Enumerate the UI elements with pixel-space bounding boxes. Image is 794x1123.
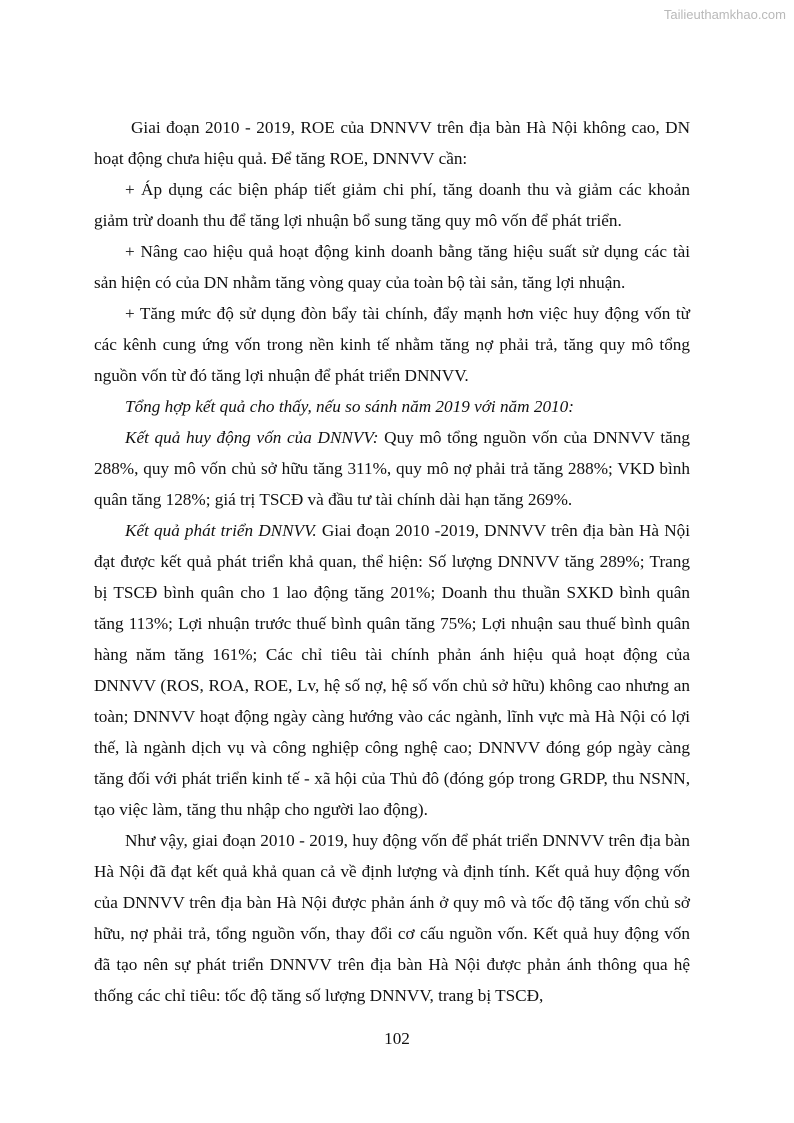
capital-results-body: Quy mô tổng nguồn vốn của DNNVV tăng 288%, quy mô vốn chủ sở hữu tăng 311%, quy mô nợ phải trả tăng 288%; VKD bình quân tăng 128%; giá trị TSCĐ và đầu tư tài chính dài hạn tăng 269%. bbox=[94, 428, 690, 509]
paragraph-bullet-cost-reduction: + Áp dụng các biện pháp tiết giảm chi phí, tăng doanh thu và giảm các khoản giảm trừ doanh thu để tăng lợi nhuận bổ sung tăng quy mô vốn để phát triển. bbox=[94, 180, 690, 230]
paragraph-bullet-leverage: + Tăng mức độ sử dụng đòn bẩy tài chính, đẩy mạnh hơn việc huy động vốn từ các kênh cung ứng vốn trong nền kinh tế nhằm tăng nợ phải trả, tăng quy mô tổng nguồn vốn từ đó tăng lợi nhuận để phát triển DNNVV. bbox=[94, 304, 690, 385]
watermark: Tailieuthamkhao.com bbox=[663, 7, 786, 22]
development-results-lead: Kết quả phát triển DNNVV. bbox=[125, 521, 317, 540]
page-number: 102 bbox=[384, 1029, 410, 1048]
paragraph-bullet-efficiency: + Nâng cao hiệu quả hoạt động kinh doanh bằng tăng hiệu suất sử dụng các tài sản hiện có của DN nhằm tăng vòng quay của toàn bộ tài sản, tăng lợi nhuận. bbox=[94, 242, 690, 292]
capital-results-lead: Kết quả huy động vốn của DNNVV: bbox=[125, 428, 379, 447]
paragraph-roe-intro: Giai đoạn 2010 - 2019, ROE của DNNVV trên địa bàn Hà Nội không cao, DN hoạt động chưa hiệu quả. Để tăng ROE, DNNVV cần: bbox=[94, 118, 690, 168]
paragraph-conclusion: Như vậy, giai đoạn 2010 - 2019, huy động vốn để phát triển DNNVV trên địa bàn Hà Nội đã đạt kết quả khả quan cả về định lượng và định tính. Kết quả huy động vốn của DNNVV trên địa bàn Hà Nội được phản ánh ở quy mô và tốc độ tăng vốn chủ sở hữu, nợ phải trả, tổng nguồn vốn, thay đổi cơ cấu nguồn vốn. Kết quả huy động vốn đã tạo nên sự phát triển DNNVV trên địa bàn Hà Nội được phản ánh thông qua hệ thống các chỉ tiêu: tốc độ tăng số lượng DNNVV, trang bị TSCĐ, bbox=[94, 831, 690, 1005]
paragraph-capital-results bbox=[94, 422, 690, 515]
development-results-body: Giai đoạn 2010 -2019, DNNVV trên địa bàn Hà Nội đạt được kết quả phát triển khả quan, thể hiện: Số lượng DNNVV tăng 289%; Trang bị TSCĐ bình quân cho 1 lao động tăng 201%; Doanh thu thuần SXKD bình quân tăng 113%; Lợi nhuận trước thuế bình quân tăng 75%; Lợi nhuận sau thuế bình quân hàng năm tăng 161%; Các chỉ tiêu tài chính phản ánh hiệu quả hoạt động của DNNVV (ROS, ROA, ROE, Lv, hệ số nợ, hệ số vốn chủ sở hữu) không cao nhưng an toàn; DNNVV hoạt động ngày càng hướng vào các ngành, lĩnh vực mà Hà Nội có lợi thế, là ngành dịch vụ và công nghiệp công nghệ cao; DNNVV đóng góp ngày càng tăng đối với phát triển kinh tế - xã hội của Thủ đô (đóng góp trong GRDP, thu NSNN, tạo việc làm, tăng thu nhập cho người lao động). bbox=[94, 521, 690, 819]
paragraph-development-results bbox=[94, 515, 690, 825]
paragraph-summary-heading: Tổng hợp kết quả cho thấy, nếu so sánh năm 2019 với năm 2010: bbox=[125, 397, 574, 416]
document-body bbox=[94, 112, 690, 1011]
